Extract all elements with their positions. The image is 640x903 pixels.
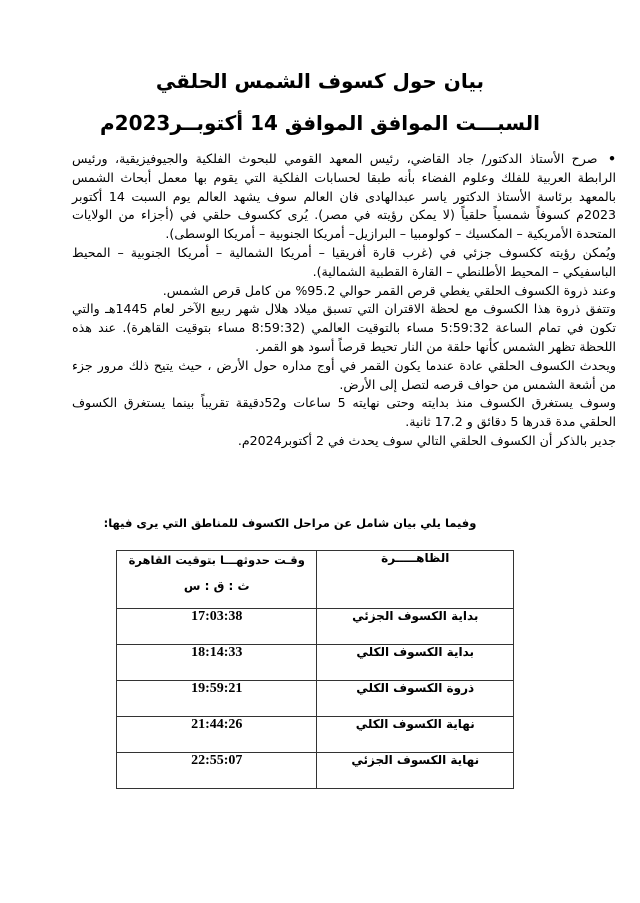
paragraph-conjunction: وتتفق ذروة هذا الكسوف مع لحظة الاقتران التي تسبق ميلاد هلال شهر ربيع الآخر لعام 1445هـ والتي تكون في تمام الساعة 5:59:32 مساء بالتوقيت العالمي (8:59:32 مساء بتوقيت القاهرة). عند هذه اللحظة تظهر الشمس كأنها حلقة من النار تحيط قرصاً أسود هو القمر. <box>72 301 616 354</box>
eclipse-phases-table <box>116 550 514 789</box>
bullet-icon: • <box>607 151 616 166</box>
table-row <box>117 645 514 681</box>
table-row <box>117 609 514 645</box>
table-intro: وفيما يلي بيان شامل عن مراحل الكسوف للمناطق التي يرى فيها: <box>103 516 477 530</box>
table-row <box>117 717 514 753</box>
paragraph-annular-cause: ويحدث الكسوف الحلقي عادة عندما يكون القمر في أوج مداره حول الأرض ، حيث يتيح ذلك مرور جزء من أشعة الشمس من حواف قرصه لتصل إلى الأرض. <box>72 357 616 392</box>
paragraph-partial-visibility: ويُمكن رؤيته ككسوف جزئي في (غرب قارة أفريقيا – أمريكا الشمالية – أمريكا الجنوبية – المحيط الباسفيكي – المحيط الأطلنطي – القارة القطبية الشمالية). <box>72 244 616 279</box>
paragraph-next-eclipse: جدير بالذكر أن الكسوف الحلقي التالي سوف يحدث في 2 أكتوبر2024م. <box>237 432 616 448</box>
header-phenomenon: الظاهـــــرة <box>317 551 514 609</box>
header-time-format: ث : ق : س <box>183 579 250 593</box>
row-time: 18:14:33 <box>117 645 317 681</box>
paragraph-intro <box>72 150 616 244</box>
paragraph-coverage: وعند ذروة الكسوف الحلقي يغطي قرص القمر حوالي 95.2% من كامل قرص الشمس. <box>162 282 616 298</box>
header-time-label: وقـت حدوثهـــا بتوقيت القاهرة <box>128 553 305 567</box>
row-phenomenon: ذروة الكسوف الكلي <box>317 681 514 717</box>
table-row <box>117 753 514 789</box>
document-title: بيان حول كسوف الشمس الحلقي <box>155 69 485 93</box>
row-phenomenon: نهاية الكسوف الجزئي <box>317 753 514 789</box>
table-header-row <box>117 551 514 609</box>
row-time: 19:59:21 <box>117 681 317 717</box>
header-time-cairo <box>117 551 317 609</box>
paragraph-text: صرح الأستاذ الدكتور/ جاد القاضي، رئيس المعهد القومي للبحوث الفلكية والجيوفيزيقية، ورئيس الرابطة العربية للفلك وعلوم الفضاء بأنه طبقا لحسابات الفلكية التي يقوم بها معمل أبحاث الشمس بالمعهد برئاسة الأستاذ الدكتور ياسر عبدالهادى فان العالم سوف يشهد العالم يوم السبت 14 أكتوبر 2023م كسوفاً شمسياً حلقياً (لا يمكن رؤيته في مصر). يُرى ككسوف حلقي في (أجزاء من الولايات المتحدة الأمريكية – المكسيك – كولومبيا – البرازيل– أمريكا الجنوبية – أمريكا الوسطى). <box>72 151 616 242</box>
paragraph-duration: وسوف يستغرق الكسوف منذ بدايته وحتى نهايته 5 ساعات و52دقيقة تقريباً بينما يستغرق الكسوف الحلقي مدة قدرها 5 دقائق و 17.2 ثانية. <box>72 395 616 430</box>
row-phenomenon: بداية الكسوف الجزئي <box>317 609 514 645</box>
statement-body <box>72 150 616 451</box>
document-subtitle-date: السبـــت الموافق الموافق 14 أكتوبــر2023م <box>100 111 540 135</box>
row-phenomenon: بداية الكسوف الكلي <box>317 645 514 681</box>
row-time: 22:55:07 <box>117 753 317 789</box>
row-phenomenon: نهاية الكسوف الكلي <box>317 717 514 753</box>
table-row <box>117 681 514 717</box>
row-time: 21:44:26 <box>117 717 317 753</box>
row-time: 17:03:38 <box>117 609 317 645</box>
